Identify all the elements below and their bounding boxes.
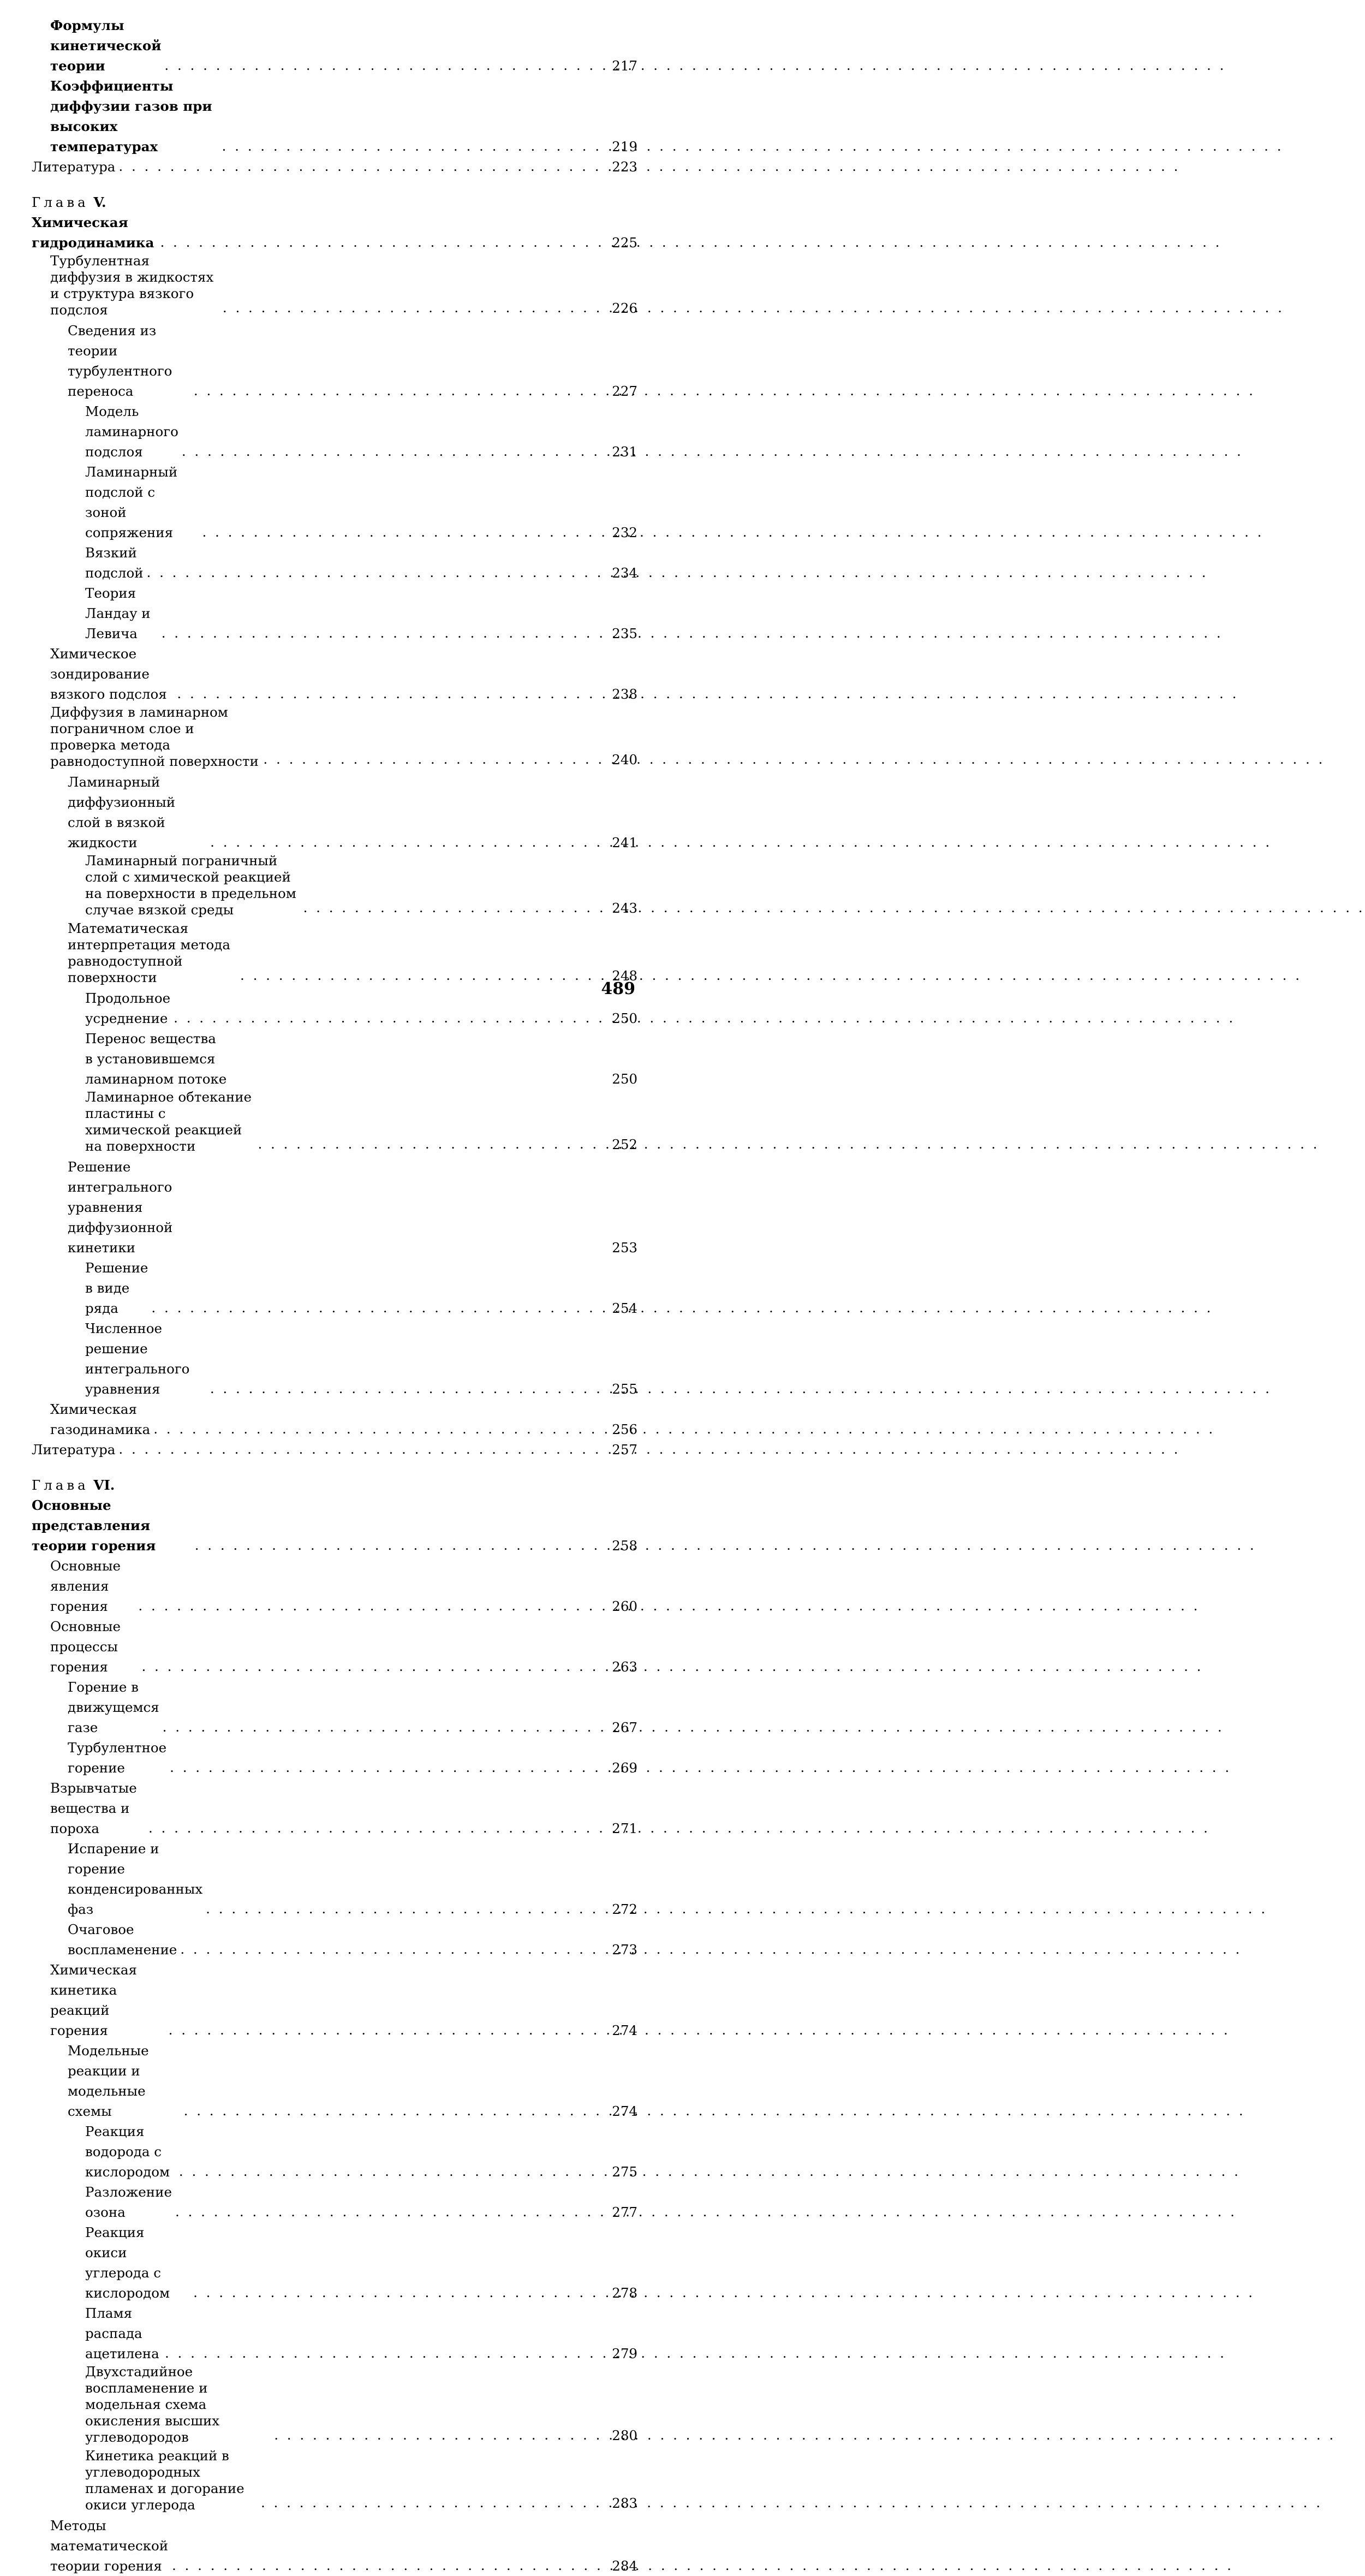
toc-entry-title: Турбулентная диффузия в жидкостях и структура вязкого подслоя — [50, 253, 214, 318]
dot-leader — [210, 1378, 599, 1399]
toc-entry — [32, 1258, 637, 1318]
dot-leader — [163, 1717, 599, 1737]
toc-entry-title — [32, 192, 157, 253]
toc-entry — [32, 76, 637, 157]
toc-entry-page: 278 — [612, 2285, 637, 2301]
dot-leader — [184, 2101, 599, 2121]
toc-entry-page: 250 — [612, 1071, 637, 1087]
toc-entry-page: 223 — [612, 159, 637, 175]
page-number: 489 — [601, 979, 635, 998]
toc-entry-title: Основные процессы горения — [50, 1619, 121, 1675]
toc-entry-title: Решение в виде ряда — [85, 1260, 148, 1316]
toc-entry-page: 284 — [612, 2558, 637, 2574]
toc-entry-page: 234 — [612, 565, 637, 581]
dot-leader — [164, 55, 599, 75]
toc-entry-title: Турбулентное горение — [68, 1740, 167, 1776]
toc-entry — [32, 772, 637, 853]
toc-entry-title: Методы математической теории горения — [50, 2518, 169, 2574]
dot-leader — [162, 623, 599, 643]
toc-entry-page: 252 — [612, 1137, 637, 1152]
toc-entry-title: Химическая кинетика реакций горения — [50, 1962, 137, 2038]
toc-entry-title: Сведения из теории турбулентного переноса — [68, 323, 172, 399]
toc-entry — [32, 2303, 637, 2364]
toc-entry-title: Пламя распада ацетилена — [85, 2305, 159, 2361]
dot-leader — [194, 380, 599, 401]
toc-entry — [32, 1738, 637, 1778]
toc-entry — [32, 1028, 637, 1089]
toc-entry — [32, 583, 637, 644]
toc-entry-title: Кинетика реакций в углеводородных пламенах и догорание окиси углерода — [85, 2448, 245, 2513]
toc-entry-title: Ламинарный пограничный слой с химической реакцией на поверхности в предельном случае вязкой среды — [85, 853, 296, 918]
toc-entry-page: 235 — [612, 626, 637, 641]
chapter-prefix: Глава — [32, 194, 89, 210]
dot-leader — [193, 2282, 599, 2303]
table-of-contents — [32, 15, 637, 2576]
toc-entry-title — [32, 1475, 192, 1556]
toc-entry-page: 269 — [612, 1760, 637, 1776]
toc-entry-title: Двухстадийное воспламенение и модельная схема окисления высших углеводородов — [85, 2364, 220, 2445]
toc-entry-page: 226 — [612, 300, 637, 316]
toc-entry-page: 232 — [612, 525, 637, 540]
toc-entry — [32, 920, 637, 988]
toc-entry-page: 273 — [612, 1942, 637, 1958]
toc-entry-title: Горение в движущемся газе — [68, 1679, 159, 1735]
dot-leader — [118, 1439, 599, 1459]
toc-entry-title: Диффузия в ламинарном пограничном слое и проверка метода равнодоступной поверхности — [50, 704, 259, 769]
toc-entry — [32, 2040, 637, 2121]
toc-entry-title: Химическая газодинамика — [50, 1401, 151, 1437]
toc-entry-title: Математическая интерпретация метода равнодоступной поверхности — [68, 920, 230, 985]
toc-entry-page: 283 — [612, 2495, 637, 2511]
toc-entry — [32, 1089, 637, 1157]
toc-entry — [32, 2364, 637, 2448]
toc-entry-title: Реакция водорода с кислородом — [85, 2123, 170, 2180]
toc-entry-title: Вязкий подслой — [85, 545, 144, 581]
dot-leader — [165, 2343, 599, 2363]
toc-entry — [32, 1157, 637, 1258]
toc-entry — [32, 401, 637, 462]
toc-entry-title: Теория Ландау и Левича — [85, 585, 151, 641]
toc-entry-page: 272 — [612, 1901, 637, 1917]
dot-leader — [274, 2425, 599, 2445]
toc-entry-title: Литература — [32, 159, 116, 175]
toc-entry-page: 267 — [612, 1720, 637, 1735]
toc-entry-page: 238 — [612, 686, 637, 702]
chapter-title: V. Химическая гидродинамика — [32, 194, 154, 251]
toc-entry-page: 240 — [612, 752, 637, 768]
dot-leader — [223, 298, 599, 318]
toc-entry-page: 254 — [612, 1300, 637, 1316]
toc-entry-page: 271 — [612, 1821, 637, 1836]
chapter-prefix: Глава — [32, 1477, 89, 1493]
toc-entry-title: Решение интегрального уравнения диффузионной кинетики — [68, 1159, 173, 1256]
toc-entry-page: 255 — [612, 1381, 637, 1397]
toc-entry-title: Продольное усреднение — [85, 990, 171, 1026]
toc-entry — [32, 1677, 637, 1738]
dot-leader — [174, 1008, 599, 1028]
toc-entry — [32, 644, 637, 704]
toc-chapter-entry — [32, 1475, 637, 1556]
toc-entry-title: Основные явления горения — [50, 1558, 121, 1614]
toc-entry — [32, 253, 637, 320]
dot-leader — [303, 897, 599, 918]
toc-entry-title: Разложение озона — [85, 2184, 172, 2220]
dot-leader — [263, 749, 599, 769]
dot-leader — [222, 136, 599, 156]
toc-entry-page: 260 — [612, 1598, 637, 1614]
toc-entry — [32, 1399, 637, 1439]
toc-entry-page: 225 — [612, 235, 637, 251]
toc-entry — [32, 462, 637, 543]
toc-entry — [32, 15, 637, 76]
toc-entry — [32, 1778, 637, 1839]
toc-entry-page: 231 — [612, 444, 637, 460]
toc-entry-title: Ламинарный подслой с зоной сопряжения — [85, 464, 178, 540]
toc-entry — [32, 2121, 637, 2182]
toc-entry-page: 280 — [612, 2428, 637, 2443]
dot-leader — [148, 1818, 599, 1838]
dot-leader — [147, 562, 599, 582]
toc-entry-page: 258 — [612, 1538, 637, 1554]
dot-leader — [175, 2202, 599, 2222]
toc-entry — [32, 1439, 637, 1460]
dot-leader — [138, 1596, 599, 1616]
toc-entry-page: 274 — [612, 2022, 637, 2038]
dot-leader — [169, 2020, 599, 2040]
chapter-title: VI. Основные представления теории горения — [32, 1477, 156, 1554]
toc-entry — [32, 2515, 637, 2576]
toc-entry-title: Химическое зондирование вязкого подслоя — [50, 646, 167, 702]
toc-entry-title: Реакция окиси углерода с кислородом — [85, 2224, 170, 2301]
toc-entry — [32, 543, 637, 583]
toc-entry-page: 217 — [612, 58, 637, 74]
toc-entry-title: Ламинарное обтекание пластины с химической реакцией на поверхности — [85, 1089, 252, 1154]
toc-chapter-entry — [32, 192, 637, 253]
dot-leader — [182, 441, 599, 461]
dot-leader — [210, 832, 599, 852]
toc-entry — [32, 1616, 637, 1677]
toc-entry — [32, 157, 637, 177]
toc-entry-page: 219 — [612, 139, 637, 154]
toc-entry-page: 277 — [612, 2204, 637, 2220]
toc-entry — [32, 1318, 637, 1399]
toc-entry-page: 227 — [612, 383, 637, 399]
toc-entry-page: 274 — [612, 2103, 637, 2119]
toc-entry-title: Очаговое воспламенение — [68, 1921, 177, 1958]
toc-entry-title: Перенос вещества в установившемся ламинарном потоке — [85, 1031, 227, 1087]
toc-entry-page: 279 — [612, 2346, 637, 2361]
toc-entry — [32, 704, 637, 772]
toc-entry — [32, 2222, 637, 2303]
dot-leader — [206, 1899, 599, 1919]
dot-leader — [179, 2161, 599, 2181]
dot-leader — [118, 156, 599, 176]
toc-entry — [32, 1556, 637, 1616]
dot-leader — [240, 965, 599, 985]
toc-entry — [32, 1839, 637, 1919]
toc-entry-page: 275 — [612, 2164, 637, 2180]
toc-entry-page: 243 — [612, 900, 637, 916]
dot-leader — [151, 1298, 599, 1318]
toc-entry — [32, 320, 637, 401]
toc-entry — [32, 2182, 637, 2222]
dot-leader — [180, 1939, 599, 1959]
dot-leader — [177, 683, 599, 704]
toc-entry-page: 257 — [612, 1442, 637, 1457]
toc-entry-title: Коэффициенты диффузии газов при высоких температурах — [50, 78, 212, 154]
toc-entry-title: Литература — [32, 1442, 116, 1457]
toc-entry — [32, 1960, 637, 2040]
toc-entry — [32, 988, 637, 1028]
toc-entry-title: Численное решение интегрального уравнения — [85, 1320, 190, 1397]
toc-entry-title: Формулы кинетической теории — [50, 17, 162, 74]
toc-entry-page: 241 — [612, 835, 637, 850]
toc-entry-page: 250 — [612, 1010, 637, 1026]
toc-entry — [32, 853, 637, 920]
toc-entry-title: Модельные реакции и модельные схемы — [68, 2043, 149, 2119]
dot-leader — [261, 2492, 599, 2513]
toc-entry-title: Ламинарный диффузионный слой в вязкой жидкости — [68, 774, 176, 850]
dot-leader — [172, 2555, 599, 2575]
dot-leader — [141, 1656, 599, 1676]
toc-entry — [32, 2448, 637, 2515]
toc-entry-title: Взрывчатые вещества и пороха — [50, 1780, 137, 1836]
toc-entry-title: Испарение и горение конденсированных фаз — [68, 1841, 203, 1917]
toc-entry-page: 248 — [612, 968, 637, 984]
dot-leader — [160, 232, 599, 252]
dot-leader — [195, 1535, 599, 1555]
dot-leader — [170, 1757, 599, 1777]
dot-leader — [202, 522, 599, 542]
toc-entry-page: 256 — [612, 1421, 637, 1437]
toc-entry — [32, 1919, 637, 1960]
toc-entry-page: 263 — [612, 1659, 637, 1675]
dot-leader — [153, 1419, 599, 1439]
toc-entry-title: Модель ламинарного подслоя — [85, 403, 178, 460]
toc-entry-page: 253 — [612, 1240, 637, 1256]
dot-leader — [258, 1134, 599, 1154]
